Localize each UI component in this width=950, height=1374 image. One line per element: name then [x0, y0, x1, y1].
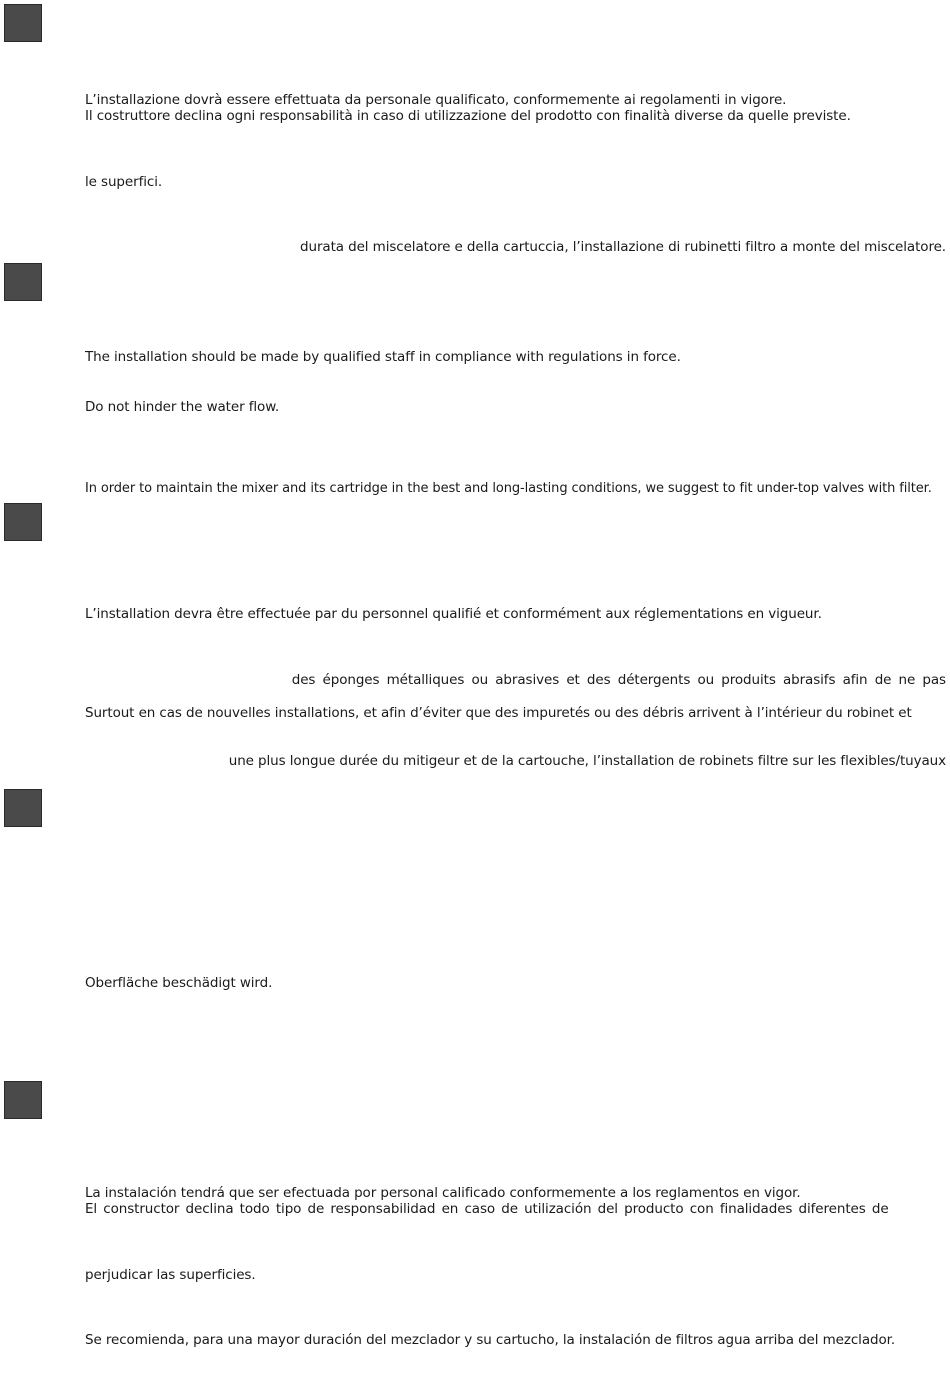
es-text-line: perjudicar las superficies.	[85, 1267, 256, 1283]
es-text-line: La instalación tendrá que ser efectuada por personal calificado conformemente a los reglamentos en vigor.	[85, 1185, 801, 1201]
fr-text-line: une plus longue durée du mitigeur et de la cartouche, l’installation de robinets filtre sur les flexibles/tuyaux	[228, 753, 946, 769]
en-text-line: The installation should be made by qualified staff in compliance with regulations in force.	[85, 349, 681, 365]
de-text-line: Oberfläche beschädigt wird.	[85, 975, 273, 991]
it-text-line: L’installazione dovrà essere effettuata da personale qualificato, conformemente ai regolamenti in vigore.	[85, 92, 787, 108]
fr-text-line: Surtout en cas de nouvelles installations, et afin d’éviter que des impuretés ou des débris arrivent à l’intérieur du robinet et	[85, 705, 912, 721]
language-badge-es	[4, 1081, 42, 1119]
language-badge-de	[4, 789, 42, 827]
en-text-line: Do not hinder the water flow.	[85, 399, 280, 415]
it-text-line: durata del miscelatore e della cartuccia, l’installazione di rubinetti filtro a monte del miscelatore.	[300, 239, 946, 255]
language-badge-fr	[4, 503, 42, 541]
it-text-line: le superfici.	[85, 174, 163, 190]
language-badge-it	[4, 4, 42, 42]
es-text-line: El constructor declina todo tipo de responsabilidad en caso de utilización del producto con finalidades diferentes de	[85, 1201, 889, 1217]
en-text-line: In order to maintain the mixer and its cartridge in the best and long-lasting conditions, we suggest to fit under-top valves with filter.	[85, 481, 932, 496]
fr-text-line: L’installation devra être effectuée par du personnel qualifié et conformément aux réglementations en vigueur.	[85, 606, 822, 622]
it-text-line: Il costruttore declina ogni responsabilità in caso di utilizzazione del prodotto con finalità diverse da quelle previste.	[85, 108, 851, 124]
es-text-line: Se recomienda, para una mayor duración del mezclador y su cartucho, la instalación de filtros agua arriba del mezclador.	[85, 1332, 896, 1348]
fr-text-line: des éponges métalliques ou abrasives et des détergents ou produits abrasifs afin de ne pas	[291, 672, 946, 688]
language-badge-en	[4, 263, 42, 301]
